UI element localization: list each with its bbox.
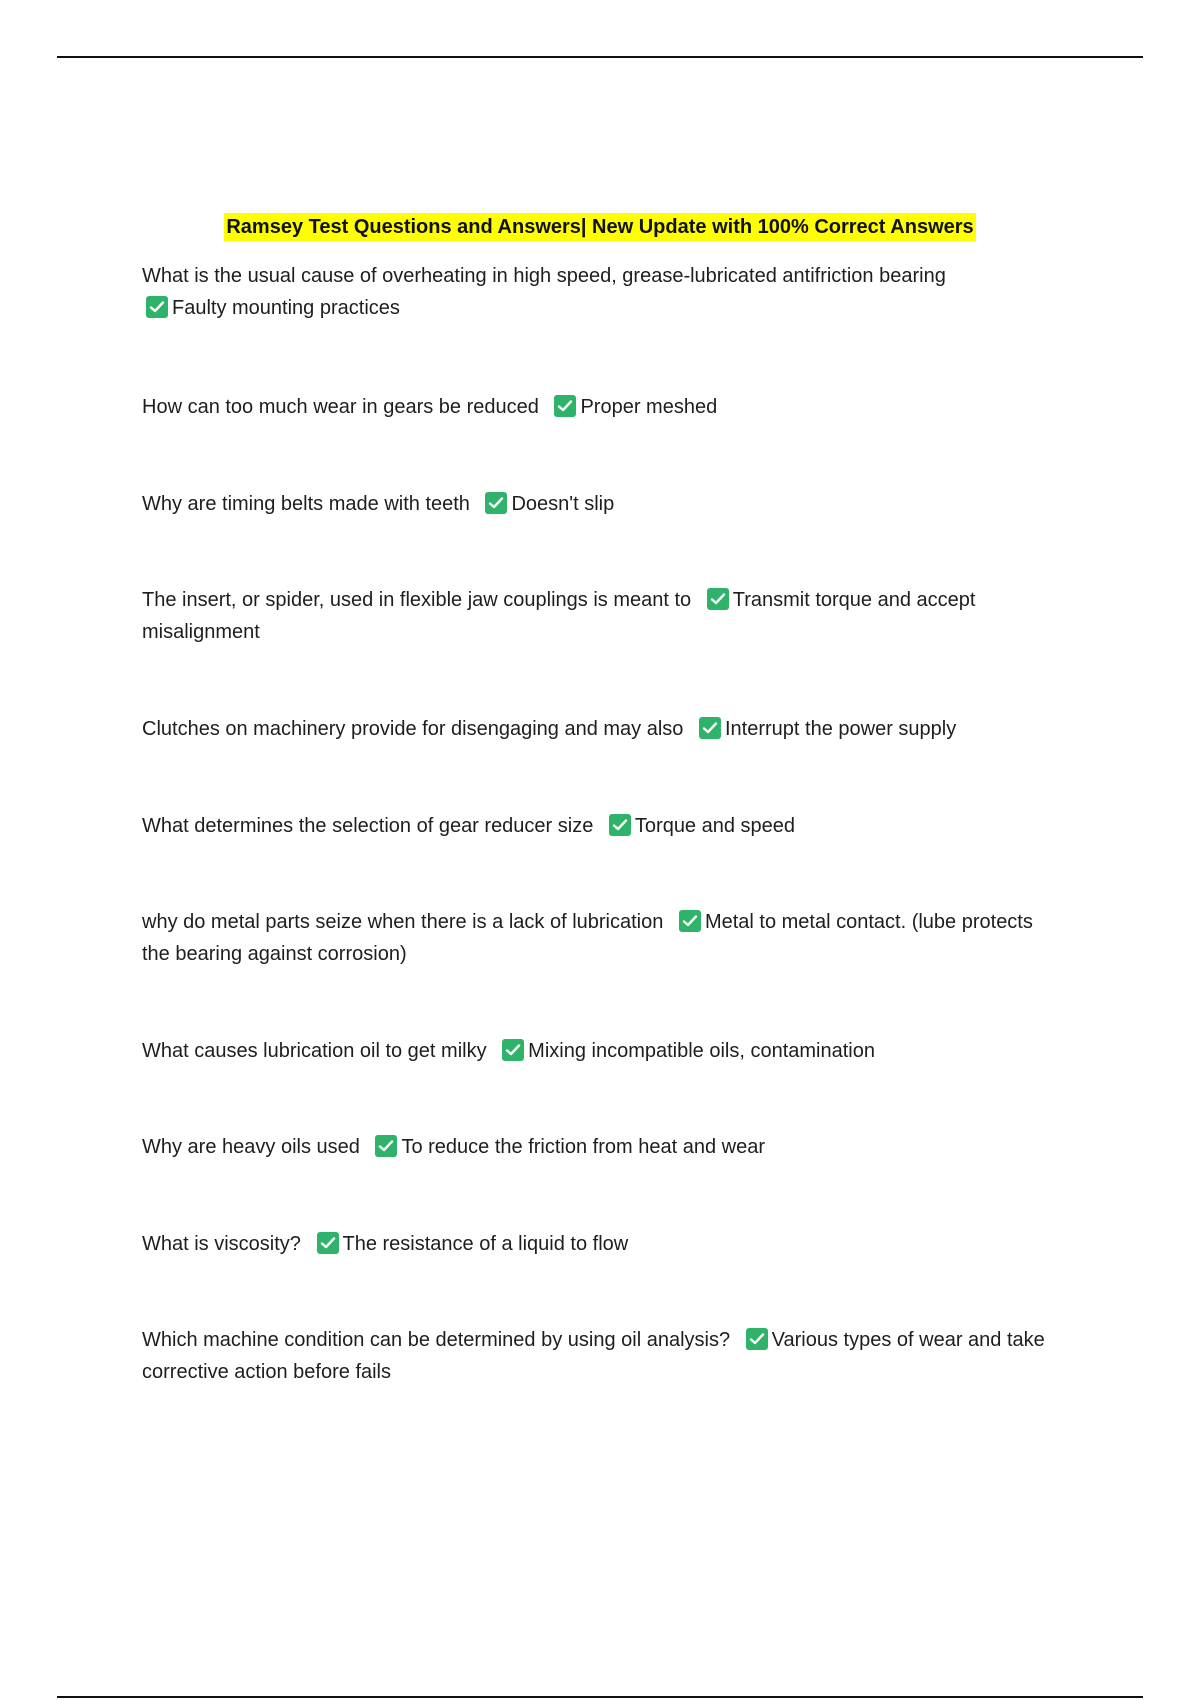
check-icon bbox=[375, 1135, 397, 1157]
qa-item bbox=[142, 488, 1052, 520]
check-icon bbox=[502, 1039, 524, 1061]
question-text: What is viscosity? bbox=[142, 1233, 301, 1255]
answer-text: Metal to metal contact. (lube protects the bearing against corrosion) bbox=[142, 911, 1033, 965]
top-rule bbox=[57, 56, 1143, 58]
bottom-rule bbox=[57, 1696, 1143, 1698]
question-text: The insert, or spider, used in flexible jaw couplings is meant to bbox=[142, 589, 692, 611]
question-text: Clutches on machinery provide for disengaging and may also bbox=[142, 718, 684, 740]
answer-text: Faulty mounting practices bbox=[172, 297, 400, 319]
check-icon bbox=[485, 492, 507, 514]
check-icon bbox=[699, 717, 721, 739]
question-text: What causes lubrication oil to get milky bbox=[142, 1040, 487, 1062]
check-icon bbox=[554, 395, 576, 417]
question-text: Which machine condition can be determined by using oil analysis? bbox=[142, 1329, 731, 1351]
title-wrap bbox=[0, 213, 1200, 241]
question-text: why do metal parts seize when there is a lack of lubrication bbox=[142, 911, 664, 933]
question-text: Why are timing belts made with teeth bbox=[142, 493, 470, 515]
qa-item bbox=[142, 810, 1052, 842]
question-text: Why are heavy oils used bbox=[142, 1136, 360, 1158]
qa-item bbox=[142, 1228, 1052, 1260]
qa-item bbox=[142, 1035, 1052, 1067]
check-icon bbox=[707, 588, 729, 610]
qa-item bbox=[142, 1324, 1052, 1388]
check-icon bbox=[609, 814, 631, 836]
answer-text: Interrupt the power supply bbox=[724, 718, 957, 740]
document-title: Ramsey Test Questions and Answers| New Update with 100% Correct Answers bbox=[224, 213, 975, 241]
question-text: What is the usual cause of overheating in high speed, grease-lubricated antifriction bearing bbox=[142, 265, 946, 287]
qa-item bbox=[142, 1131, 1052, 1163]
qa-item bbox=[142, 906, 1052, 970]
answer-text: Various types of wear and take corrective action before fails bbox=[142, 1329, 1045, 1383]
answer-text: To reduce the friction from heat and wear bbox=[401, 1136, 765, 1158]
question-text: What determines the selection of gear reducer size bbox=[142, 815, 594, 837]
qa-item bbox=[142, 391, 1052, 423]
answer-text: Transmit torque and accept misalignment bbox=[142, 589, 976, 643]
answer-text: Mixing incompatible oils, contamination bbox=[528, 1040, 875, 1062]
check-icon bbox=[146, 296, 168, 318]
answer-text: Torque and speed bbox=[634, 815, 796, 837]
check-icon bbox=[746, 1328, 768, 1350]
qa-item bbox=[142, 584, 1052, 648]
check-icon bbox=[317, 1232, 339, 1254]
question-text: How can too much wear in gears be reduced bbox=[142, 396, 539, 418]
qa-item bbox=[142, 260, 1052, 324]
check-icon bbox=[679, 910, 701, 932]
answer-text: Proper meshed bbox=[580, 396, 718, 418]
qa-item bbox=[142, 713, 1052, 745]
answer-text: Doesn't slip bbox=[511, 493, 615, 515]
answer-text: The resistance of a liquid to flow bbox=[342, 1233, 629, 1255]
